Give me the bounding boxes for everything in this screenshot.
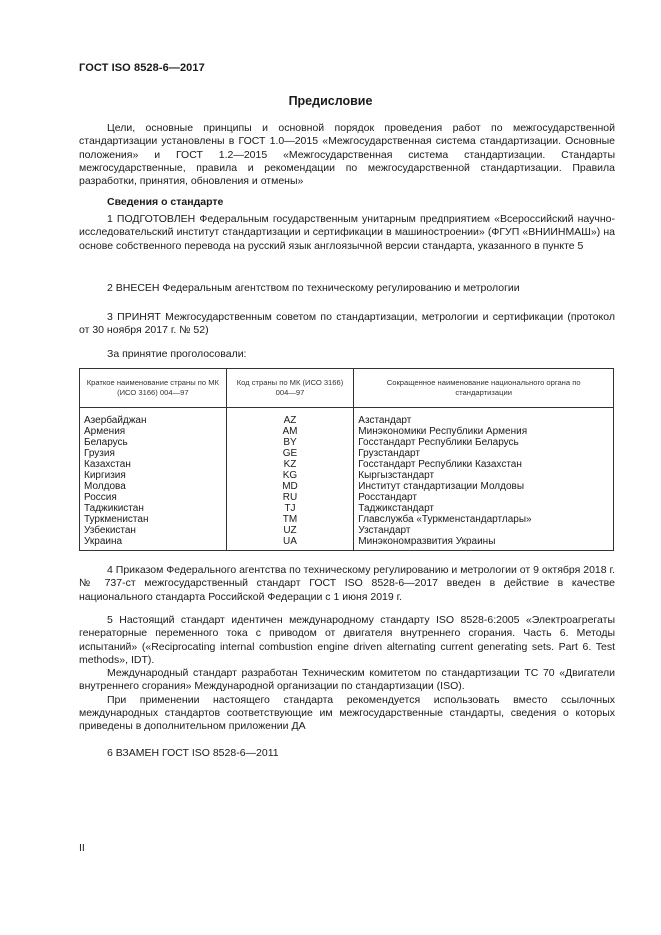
cell-code: AM [226, 426, 354, 437]
cell-country: Туркменистан [80, 514, 227, 525]
cell-country: Узбекистан [80, 525, 227, 536]
header-country: Краткое наименование страны по МК (ИСО 3166) 004—97 [80, 369, 227, 408]
item-5-application-paragraph: При применении настоящего стандарта рекомендуется использовать вместо ссылочных международных стандартов соответствующие им межгосударственные стандарты, сведения о которых приведены в дополнительном приложении ДА [79, 693, 615, 733]
intro-section [79, 122, 615, 188]
item-6-paragraph: 6 ВЗАМЕН ГОСТ ISO 8528-6—2011 [107, 747, 279, 759]
item-6-block [79, 747, 615, 760]
cell-body: Кыргызстандарт [354, 470, 614, 481]
item-5-committee-paragraph: Международный стандарт разработан Техническим комитетом по стандартизации ТС 70 «Двигатели внутреннего сгорания» Международной организации по стандартизации (ISO). [79, 667, 615, 693]
table-row [80, 408, 614, 427]
info-heading-block [79, 196, 615, 209]
item-4-block [79, 564, 615, 604]
item-3-paragraph: 3 ПРИНЯТ Межгосударственным советом по стандартизации, метрологии и сертификации (протокол от 30 ноября 2017 г. № 52) [79, 311, 615, 337]
cell-body: Узстандарт [354, 525, 614, 536]
voted-label: За принятие проголосовали: [107, 348, 247, 360]
table-row [80, 525, 614, 536]
item-2-paragraph: 2 ВНЕСЕН Федеральным агентством по техническому регулированию и метрологии [107, 282, 520, 294]
cell-body: Росстандарт [354, 492, 614, 503]
cell-body: Таджикстандарт [354, 503, 614, 514]
table-row [80, 536, 614, 551]
item-2-block [79, 282, 615, 295]
cell-body: Госстандарт Республики Беларусь [354, 437, 614, 448]
cell-body: Главслужба «Туркменстандартлары» [354, 514, 614, 525]
cell-country: Таджикистан [80, 503, 227, 514]
table-row [80, 448, 614, 459]
header-body: Сокращенное наименование национального органа по стандартизации [354, 369, 614, 408]
item-4-paragraph: 4 Приказом Федерального агентства по техническому регулированию и метрологии от 9 октября 2018 г. № 737-ст межгосударственный стандарт ГОСТ ISO 8528-6—2017 введен в действие в качестве национального стандарта Российской Федерации с 1 июня 2019 г. [79, 564, 615, 603]
item-3-block [79, 311, 615, 338]
cell-body: Госстандарт Республики Казахстан [354, 459, 614, 470]
intro-paragraph: Цели, основные принципы и основной порядок проведения работ по межгосударственной стандартизации установлены в ГОСТ 1.0—2015 «Межгосударственная система стандартизации. Основные положения» и ГОСТ 1.2—2015 «Межгосударственная система стандартизации. Стандарты межгосударственные, правила и рекомендации по межгосударственной стандартизации. Правила разработки, принятия, обновления и отмены» [79, 122, 615, 188]
cell-code: KZ [226, 459, 354, 470]
cell-body: Минэкономразвития Украины [354, 536, 614, 551]
cell-code: BY [226, 437, 354, 448]
cell-country: Россия [80, 492, 227, 503]
cell-country: Азербайджан [80, 408, 227, 427]
table-row [80, 426, 614, 437]
cell-country: Молдова [80, 481, 227, 492]
cell-body: Минэкономики Республики Армения [354, 426, 614, 437]
page-number: II [79, 842, 85, 854]
table-row [80, 492, 614, 503]
page-title: Предисловие [288, 94, 373, 108]
cell-body: Грузстандарт [354, 448, 614, 459]
item-5-block [79, 614, 615, 734]
table-header-row [80, 369, 614, 408]
cell-code: RU [226, 492, 354, 503]
cell-country: Беларусь [80, 437, 227, 448]
table-row [80, 503, 614, 514]
table-row [80, 459, 614, 470]
item-5-paragraph: 5 Настоящий стандарт идентичен международному стандарту ISO 8528-6:2005 «Электроагрегаты генераторные переменного тока с приводом от двигателя внутреннего сгорания. Часть 6. Методы испытаний» («Reciprocating internal combustion engine driven alternating current generating sets. Part 6. Test methods», IDT). [79, 614, 615, 666]
table-row [80, 470, 614, 481]
cell-country: Армения [80, 426, 227, 437]
cell-code: MD [226, 481, 354, 492]
cell-body: Институт стандартизации Молдовы [354, 481, 614, 492]
cell-code: KG [226, 470, 354, 481]
cell-code: UZ [226, 525, 354, 536]
cell-body: Азстандарт [354, 408, 614, 427]
header-code: Код страны по МК (ИСО 3166) 004—97 [226, 369, 354, 408]
cell-country: Грузия [80, 448, 227, 459]
cell-code: AZ [226, 408, 354, 427]
cell-code: GE [226, 448, 354, 459]
info-heading: Сведения о стандарте [107, 196, 224, 208]
item-1-paragraph: 1 ПОДГОТОВЛЕН Федеральным государственным унитарным предприятием «Всероссийский научно-исследовательский институт стандартизации и сертификации в машиностроении» (ФГУП «ВНИИНМАШ») на основе собственного перевода на русский язык англоязычной версии стандарта, указанного в пункте 5 [79, 213, 615, 252]
table-row [80, 514, 614, 525]
table-row [80, 437, 614, 448]
voted-block [79, 348, 615, 361]
cell-code: TJ [226, 503, 354, 514]
cell-country: Казахстан [80, 459, 227, 470]
cell-country: Киргизия [80, 470, 227, 481]
document-header: ГОСТ ISO 8528-6—2017 [79, 62, 205, 74]
item-1-block [79, 213, 615, 253]
table-row [80, 481, 614, 492]
cell-country: Украина [80, 536, 227, 551]
voting-table [79, 368, 614, 551]
cell-code: TM [226, 514, 354, 525]
cell-code: UA [226, 536, 354, 551]
